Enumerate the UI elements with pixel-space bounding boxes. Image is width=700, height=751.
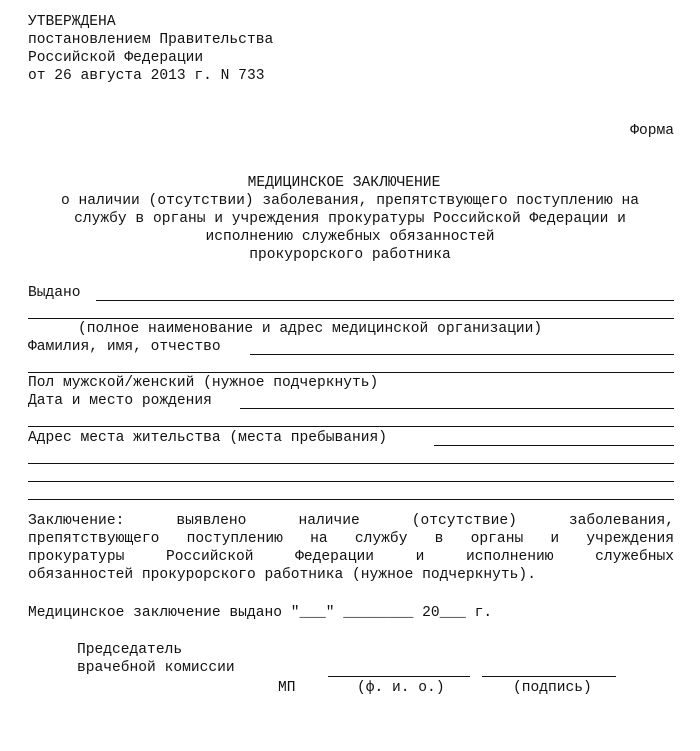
conclusion-row-4: обязанностей прокурорского работника (нужное подчеркнуть). [28, 567, 536, 583]
issued-line[interactable] [96, 300, 674, 301]
fio-line[interactable] [328, 676, 470, 677]
address-line-3[interactable] [28, 481, 674, 482]
approval-line-2: постановлением Правительства [28, 32, 274, 48]
title-line-2: о наличии (отсутствии) заболевания, препятствующего поступлению на [60, 193, 639, 209]
approval-line-1: УТВЕРЖДЕНА [28, 14, 116, 30]
address-line-2[interactable] [28, 463, 674, 464]
document-title: МЕДИЦИНСКОЕ ЗАКЛЮЧЕНИЕ [247, 175, 441, 191]
form-label: Форма [630, 123, 674, 139]
conclusion-row-2: препятствующего поступлению на службу в органы и учреждения [28, 531, 674, 547]
name-line[interactable] [250, 354, 674, 355]
chair-line-1: Председатель [77, 642, 183, 658]
signature-line[interactable] [482, 676, 616, 677]
issued-label: Выдано [28, 285, 81, 301]
birth-label: Дата и место рождения [28, 393, 212, 409]
conclusion-paragraph [28, 512, 674, 584]
chair-line-2: врачебной комиссии [77, 660, 235, 676]
title-line-5: прокурорского работника [249, 247, 451, 263]
approval-line-3: Российской Федерации [28, 50, 204, 66]
fio-caption: (ф. и. о.) [357, 680, 445, 696]
issued-hint: (полное наименование и адрес медицинской организации) [78, 321, 543, 337]
sex-label: Пол мужской/женский (нужное подчеркнуть) [28, 375, 379, 391]
signature-caption: (подпись) [513, 680, 592, 696]
name-line-2[interactable] [28, 372, 674, 373]
address-label: Адрес места жительства (места пребывания) [28, 430, 388, 446]
name-label: Фамилия, имя, отчество [28, 339, 221, 355]
birth-line[interactable] [240, 408, 674, 409]
title-line-3: службу в органы и учреждения прокуратуры Российской Федерации и [74, 211, 626, 227]
birth-line-2[interactable] [28, 426, 674, 427]
issued-line-2[interactable] [28, 318, 674, 319]
title-line-4: исполнению служебных обязанностей [205, 229, 495, 245]
conclusion-row-1: Заключение: выявлено наличие (отсутствие) заболевания, [28, 513, 674, 529]
approval-line-4: от 26 августа 2013 г. N 733 [28, 68, 265, 84]
conclusion-row-3: прокуратуры Российской Федерации и исполнению служебных [28, 549, 674, 565]
address-line[interactable] [434, 445, 674, 446]
stamp-label: МП [278, 680, 296, 696]
issued-date-line: Медицинское заключение выдано "___" ________ 20___ г. [28, 605, 493, 621]
address-line-4[interactable] [28, 499, 674, 500]
